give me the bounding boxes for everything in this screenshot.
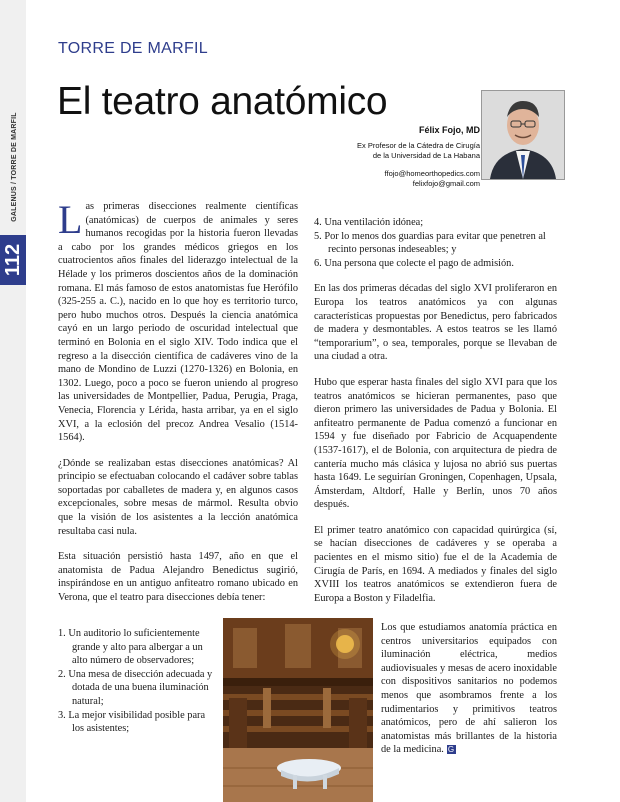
requirements-list-part-1 bbox=[58, 627, 218, 736]
article-title: El teatro anatómico bbox=[57, 80, 388, 123]
paragraph-1 bbox=[58, 197, 298, 445]
anatomical-theater-icon bbox=[223, 618, 373, 802]
paragraph-7 bbox=[381, 621, 557, 757]
paragraph-7-text: Los que estudiamos anatomía práctica en centros universitarios equipados con iluminación eléctrica, medios audiovisuales y mesas de acero inoxidable con dispositivos sanitarios no podemos menos que asombramos frente a los rudimentarios y primitivos teatros anatómicos, pero de ahí salieron los anatomistas más brillantes de la historia de la medicina. bbox=[381, 622, 557, 756]
running-head-label: GALENUS / TORRE DE MARFIL bbox=[11, 112, 18, 222]
list-item: 6. Una persona que colecte el pago de admisión. bbox=[314, 257, 514, 269]
author-email-2[interactable]: felixfojo@gmail.com bbox=[412, 179, 480, 188]
author-portrait-icon bbox=[482, 91, 564, 179]
section-title: TORRE DE MARFIL bbox=[58, 40, 208, 57]
paragraph-1-text: as primeras disecciones realmente científicas (anatómicas) de cuerpos de animales y seres humanos recogidas por la historia fueron llevadas a cabo por los grandes médicos griegos en los cuatrocientos años finales del liderazgo intelectual de la Hélade y los primeros doscientos años de la dominación romana. El más famoso de estos anatomistas fue Herófilo (325-255 a. C.), nacido en lo que hoy es territorio turco, pero hubo muchos otros. Después la ciencia anatómica cayó en un largo periodo de oscuridad intelectual que terminó en Bolonia en el siglo XIV. Todo indica que el regreso a la disección científica de cadáveres vino de la mano de Mondino de Luzzi (1270-1326) en Bolonia, en 1302. Luego, poco a poco se fueron uniendo al progreso las universidades de Montpellier, Padua, Perugia, Praga, Venecia, Florencia y Lérida, hasta arribar, ya en el siglo XVI, a la eclosión del precoz Andrea Vesalio (1514-1564). bbox=[58, 201, 298, 444]
list-item: 3. La mejor visibilidad posible para los asistentes; bbox=[58, 709, 206, 735]
author-affiliation-2: de la Universidad de La Habana bbox=[372, 151, 480, 160]
end-of-article-mark: G bbox=[447, 745, 455, 755]
requirements-list-part-2 bbox=[314, 216, 557, 270]
paragraph-3: Esta situación persistió hasta 1497, año en que el anatomista de Padua Alejandro Benedictus sugirió, inspirándose en un antiguo anfiteatro romano ubicado en Verona, que el teatro para disecciones debía tener: bbox=[58, 551, 298, 604]
author-photo bbox=[481, 90, 565, 180]
list-item: 1. Un auditorio lo suficientemente grande y alto para albergar a un alto número de observadores; bbox=[58, 628, 203, 667]
author-name: Félix Fojo, MD bbox=[418, 125, 480, 135]
list-item: 4. Una ventilación idónea; bbox=[314, 217, 424, 228]
paragraph-5: Hubo que esperar hasta finales del siglo XVI para que los teatros anatómicos se hicieran permanentes, paso que dieron primero las universidades de Padua y Bolonia. El anfiteatro permanente de Padua comenzó a funcionar en 1594 y fue diseñado por Fabricio de Acquapendente (1537-1617), el de Bolonia, con arquitectura de piedra de cantería mucho más clásica y lujosa no abrió sus puertas hasta 1649. Le seguirían Groningen, Copenhagen, Upsala, Ámsterdam, Altdorf, Halle y Berlín, unos 70 años después. bbox=[314, 376, 557, 511]
paragraph-2: ¿Dónde se realizaban estas disecciones anatómicas? Al principio se efectuaban colocando el cadáver sobre tablas soportadas por caballetes de madera y, en algunos casos excepcionales, sobre mesas de mármol. Resulta obvio que la visión de los asistentes a la lección anatómica resultaba casi nula. bbox=[58, 457, 298, 537]
paragraph-4: En las dos primeras décadas del siglo XVI proliferaron en Europa los teatros anatómicos ya con algunas características propuestas por Benedictus, pero fabricados de madera y desmontables. A estos teatros se les llamó “temporarium”, o sea, temporales, porque se llevaban de una ciudad a otra. bbox=[314, 283, 557, 363]
drop-cap: L bbox=[58, 197, 83, 242]
author-email-1[interactable]: ffojo@homeorthopedics.com bbox=[384, 169, 480, 178]
article-column-2 bbox=[314, 216, 557, 617]
page-number: 112 bbox=[2, 243, 24, 277]
list-item: 2. Una mesa de disección adecuada y dotada de una buena iluminación natural; bbox=[58, 668, 213, 707]
list-item: 5. Por lo menos dos guardias para evitar que penetren al recinto personas indeseables; y bbox=[314, 230, 546, 256]
article-column-1 bbox=[58, 197, 298, 617]
author-block bbox=[220, 125, 480, 189]
anatomical-theater-image bbox=[223, 618, 373, 802]
paragraph-6: El primer teatro anatómico con capacidad quirúrgica (sí, se hacían disecciones de cadáveres y se operaba a pacientes en el mismo sitio) fue el de la Academia de Cirugía de París, en 1694. A mediados y finales del siglo XVIII los teatros anatómicos se extendieron fuera de Europa a Boston y Filadelfia. bbox=[314, 524, 557, 604]
author-affiliation-1: Ex Profesor de la Cátedra de Cirugía bbox=[357, 141, 480, 150]
